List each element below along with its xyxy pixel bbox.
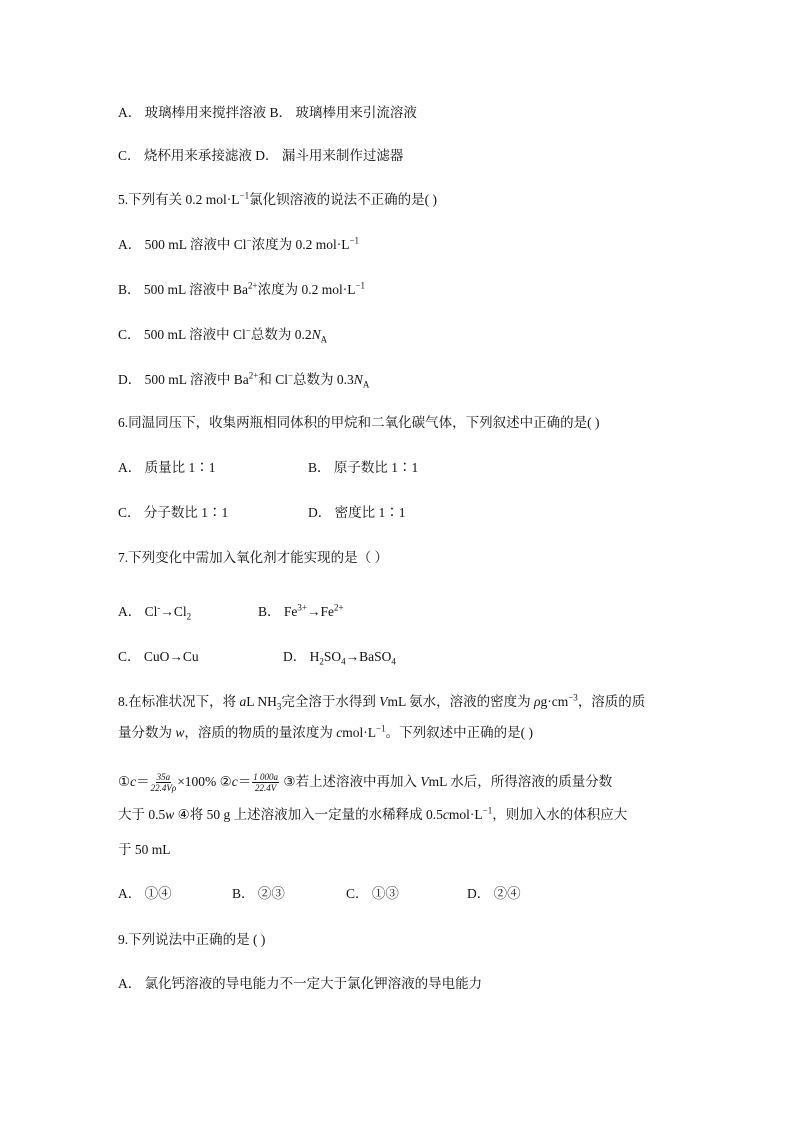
- text-segment: ④将 50 g 上述溶液加入一定量的水稀释成 0.5: [174, 807, 443, 822]
- text-segment: 。下列叙述中正确的是( ): [385, 725, 533, 740]
- text-q6: [118, 413, 600, 433]
- text-segment: C． 500 mL 溶液中 Cl: [118, 327, 246, 342]
- text-segment: B． 原子数比 1∶1: [308, 460, 419, 475]
- text-segment: D． 密度比 1∶1: [308, 505, 406, 520]
- subscript: 4: [341, 656, 346, 667]
- supscript: -: [157, 602, 161, 613]
- text-segment: 氯化钡溶液的说法不正确的是( ): [249, 192, 437, 207]
- text-segment: ③若上述溶液中再加入: [280, 774, 421, 789]
- text-segment: g·cm: [540, 694, 569, 709]
- option-q8-opts-3: [467, 884, 521, 904]
- text-segment: →Cl: [160, 604, 187, 619]
- text-segment: 完全溶于水得到: [281, 694, 380, 709]
- text-segment: ＝: [237, 774, 252, 789]
- supscript: −: [287, 370, 294, 381]
- text-segment: ＝: [136, 774, 150, 789]
- text-q9-a: [118, 974, 482, 994]
- subscript: 2: [319, 656, 324, 667]
- italic-variable: V: [420, 774, 429, 789]
- text-q8-4: [118, 805, 627, 825]
- text-segment: A． 质量比 1∶1: [118, 460, 216, 475]
- text-segment: →BaSO: [345, 649, 392, 664]
- supscript: 3+: [297, 602, 307, 613]
- option-q7-cd-0: [118, 647, 199, 667]
- text-segment: D． H: [283, 649, 320, 664]
- supscript: −1: [239, 190, 250, 201]
- text-q5-b: [118, 280, 365, 300]
- italic-variable: V: [379, 694, 388, 709]
- text-segment: SO: [323, 649, 342, 664]
- italic-variable: c: [130, 774, 137, 789]
- fraction: [151, 772, 177, 793]
- fraction-numerator: 35a: [156, 772, 171, 783]
- text-q8-2: [118, 723, 533, 743]
- option-q6-cd-0: [118, 503, 228, 523]
- text-q8-3: [118, 772, 612, 793]
- text-segment: D． ②④: [467, 886, 521, 901]
- text-segment: 大于 0.5: [118, 807, 166, 822]
- text-segment: ，则加入水的体积应大: [492, 807, 628, 822]
- text-segment: 总数为 0.3: [293, 372, 354, 387]
- text-segment: mL 氨水，溶液的密度为: [387, 694, 534, 709]
- text-q5-a: [118, 235, 359, 255]
- text-segment: 8.在标准状况下，将: [118, 694, 240, 709]
- text-q9: [118, 930, 265, 950]
- supscript: 2+: [248, 280, 258, 291]
- italic-variable: c: [231, 774, 238, 789]
- text-segment: C． 分子数比 1∶1: [118, 505, 229, 520]
- text-segment: 和 Cl: [258, 372, 288, 387]
- option-q6-ab-1: [308, 458, 418, 478]
- text-segment: C． ①③: [346, 886, 399, 901]
- subscript: 4: [391, 656, 396, 667]
- supscript: −1: [355, 280, 366, 291]
- option-q7-ab-1: [258, 602, 344, 622]
- text-q5-c: [118, 325, 327, 345]
- text-segment: ①: [118, 774, 131, 789]
- text-segment: A． 玻璃棒用来搅拌溶液 B． 玻璃棒用来引流溶液: [118, 105, 417, 120]
- supscript: −: [245, 325, 251, 336]
- text-segment: 量分数为: [118, 725, 176, 740]
- text-segment: A． 500 mL 溶液中 Cl: [118, 237, 247, 252]
- italic-variable: N: [353, 372, 363, 387]
- option-q6-cd-1: [308, 503, 406, 523]
- text-segment: A． 氯化钙溶液的导电能力不一定大于氯化钾溶液的导电能力: [118, 976, 483, 991]
- text-segment: C． 烧杯用来承接滤液 D． 漏斗用来制作过滤器: [118, 148, 404, 163]
- option-q7-ab-0: [118, 602, 191, 622]
- text-segment: mol·L: [448, 807, 483, 822]
- text-q5: [118, 190, 437, 210]
- text-segment: 浓度为 0.2 mol·L: [251, 237, 350, 252]
- supscript: −3: [568, 692, 578, 703]
- fraction-denominator: 22.4V: [255, 783, 277, 794]
- text-q4-ab: [118, 103, 417, 123]
- text-segment: ×100% ②: [177, 774, 232, 789]
- supscript: −1: [349, 235, 360, 246]
- text-q8-1: [118, 692, 645, 712]
- text-segment: D． 500 mL 溶液中 Ba: [118, 372, 249, 387]
- text-q7: [118, 548, 388, 568]
- supscript: −1: [376, 723, 386, 734]
- text-segment: →Fe: [306, 604, 334, 619]
- option-q7-cd-1: [283, 647, 396, 667]
- text-segment: A． Cl: [118, 604, 158, 619]
- text-q5-d: [118, 370, 369, 390]
- supscript: 2+: [333, 602, 344, 613]
- text-segment: B． Fe: [258, 604, 298, 619]
- subscript: A: [362, 379, 370, 390]
- text-segment: ，溶质的物质的量浓度为: [184, 725, 337, 740]
- text-segment: mL 水后，所得溶液的质量分数: [428, 774, 613, 789]
- text-segment: ，溶质的质: [577, 694, 646, 709]
- text-segment: B． 500 mL 溶液中 Ba: [118, 282, 248, 297]
- option-q8-opts-2: [346, 884, 399, 904]
- text-segment: L NH: [246, 694, 277, 709]
- text-segment: A． ①④: [118, 886, 172, 901]
- subscript: 2: [186, 611, 192, 622]
- option-q8-opts-0: [118, 884, 172, 904]
- italic-variable: c: [442, 807, 449, 822]
- fraction-numerator: 1 000a: [253, 772, 279, 783]
- text-segment: mol·L: [342, 725, 377, 740]
- italic-variable: N: [311, 327, 321, 342]
- supscript: 2+: [248, 370, 259, 381]
- fraction-denominator: 22.4Vρ: [150, 783, 177, 794]
- text-segment: 6.同温同压下，收集两瓶相同体积的甲烷和二氧化碳气体，下列叙述中正确的是( ): [118, 415, 600, 430]
- option-q6-ab-0: [118, 458, 216, 478]
- option-q8-opts-1: [232, 884, 285, 904]
- subscript: A: [320, 334, 328, 345]
- text-segment: 7.下列变化中需加入氧化剂才能实现的是（ ）: [118, 550, 388, 565]
- italic-variable: w: [165, 807, 175, 822]
- text-segment: 5.下列有关 0.2 mol·L: [118, 192, 240, 207]
- text-segment: 9.下列说法中正确的是 ( ): [118, 932, 266, 947]
- subscript: 3: [276, 701, 282, 712]
- text-segment: C． CuO→Cu: [118, 649, 199, 664]
- italic-variable: c: [336, 725, 343, 740]
- text-segment: 总数为 0.2: [250, 327, 312, 342]
- text-segment: 于 50 mL: [118, 842, 171, 857]
- text-q4-cd: [118, 146, 403, 166]
- text-segment: B． ②③: [232, 886, 285, 901]
- text-q8-5: [118, 840, 171, 860]
- italic-variable: w: [175, 725, 185, 740]
- supscript: −1: [482, 805, 493, 816]
- italic-variable: ρ: [534, 694, 541, 709]
- supscript: −: [246, 235, 252, 246]
- fraction: [252, 772, 279, 793]
- text-segment: 浓度为 0.2 mol·L: [257, 282, 356, 297]
- italic-variable: a: [239, 694, 247, 709]
